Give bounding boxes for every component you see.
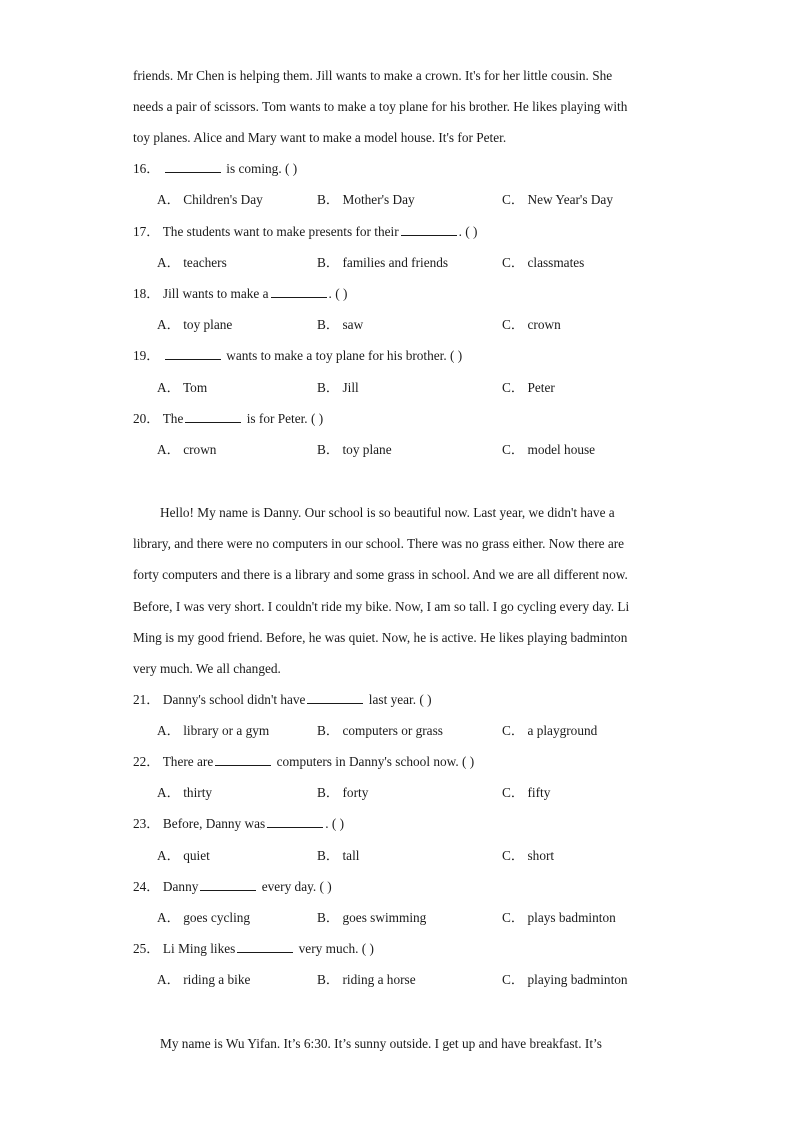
answer-blank[interactable] — [165, 347, 221, 360]
option-a[interactable]: A． quiet — [157, 848, 210, 863]
question-number: 17． — [133, 224, 160, 239]
question-number: 25． — [133, 941, 160, 956]
question-stem-post: is coming. ( ) — [226, 161, 298, 176]
passage-2-line: Before, I was very short. I couldn't ride my bike. Now, I am so tall. I go cycling every day. Li — [133, 598, 630, 614]
option-c[interactable]: C． classmates — [502, 255, 585, 270]
options-25 — [157, 971, 677, 989]
option-a[interactable]: A． Tom — [157, 380, 208, 395]
passage-2-line — [133, 497, 661, 528]
answer-blank[interactable] — [401, 223, 457, 236]
question-17 — [133, 223, 478, 241]
question-number: 16． — [133, 161, 160, 176]
question-number: 24． — [133, 879, 160, 894]
option-b[interactable]: B． riding a horse — [317, 972, 416, 987]
question-stem-post: every day. ( ) — [261, 879, 332, 894]
question-stem-post: wants to make a toy plane for his brother. ( ) — [226, 348, 463, 363]
options-24 — [157, 909, 677, 927]
question-stem-post: . ( ) — [325, 816, 345, 831]
question-stem-post: computers in Danny's school now. ( ) — [276, 754, 475, 769]
answer-blank[interactable] — [271, 285, 327, 298]
option-c[interactable]: C． New Year's Day — [502, 192, 613, 207]
answer-blank[interactable] — [185, 410, 241, 423]
option-b[interactable]: B． computers or grass — [317, 723, 443, 738]
options-20 — [157, 441, 677, 459]
option-b[interactable]: B． tall — [317, 848, 360, 863]
option-a[interactable]: A． riding a bike — [157, 972, 251, 987]
options-23 — [157, 847, 677, 865]
question-stem-post: . ( ) — [328, 286, 348, 301]
option-a[interactable]: A． library or a gym — [157, 723, 270, 738]
option-a[interactable]: A． toy plane — [157, 317, 233, 332]
question-stem-pre: The students want to make presents for their — [162, 224, 399, 239]
options-18 — [157, 316, 677, 334]
question-20 — [133, 410, 323, 428]
option-b[interactable]: B． Jill — [317, 380, 359, 395]
question-stem-pre: Danny's school didn't have — [162, 692, 306, 707]
option-a[interactable]: A． crown — [157, 442, 217, 457]
question-16 — [133, 160, 297, 178]
option-b[interactable]: B． forty — [317, 785, 369, 800]
passage-2-line: very much. We all changed. — [133, 661, 281, 677]
answer-blank[interactable] — [165, 160, 221, 173]
passage-2-line: library, and there were no computers in our school. There was no grass either. Now there are — [133, 536, 625, 552]
answer-blank[interactable] — [237, 940, 293, 953]
passage-3-line-text: My name is Wu Yifan. It’s 6:30. It’s sunny outside. I get up and have breakfast. It’s — [160, 1036, 602, 1051]
question-24 — [133, 878, 332, 896]
option-b[interactable]: B． saw — [317, 317, 364, 332]
options-19 — [157, 379, 677, 397]
option-b[interactable]: B． goes swimming — [317, 910, 427, 925]
option-a[interactable]: A． goes cycling — [157, 910, 251, 925]
question-stem-post: . ( ) — [458, 224, 478, 239]
options-22 — [157, 784, 677, 802]
question-18 — [133, 285, 347, 303]
option-c[interactable]: C． a playground — [502, 723, 598, 738]
question-23 — [133, 815, 344, 833]
passage-1-line: friends. Mr Chen is helping them. Jill wants to make a crown. It's for her little cousin. She — [133, 68, 613, 83]
question-stem-post: last year. ( ) — [368, 692, 432, 707]
answer-blank[interactable] — [307, 691, 363, 704]
question-number: 22． — [133, 754, 160, 769]
question-number: 21． — [133, 692, 160, 707]
question-number: 20． — [133, 411, 160, 426]
passage-3 — [133, 1028, 661, 1059]
option-c[interactable]: C． crown — [502, 317, 561, 332]
option-c[interactable]: C． fifty — [502, 785, 551, 800]
options-16 — [157, 191, 677, 209]
question-number: 19． — [133, 348, 160, 363]
question-stem-pre: There are — [162, 754, 214, 769]
question-stem-pre: Jill wants to make a — [162, 286, 269, 301]
passage-2-line: Ming is my good friend. Before, he was quiet. Now, he is active. He likes playing badminton — [133, 629, 628, 645]
passage-2-line-text: Hello! My name is Danny. Our school is so beautiful now. Last year, we didn't have a — [160, 505, 615, 520]
option-b[interactable]: B． families and friends — [317, 255, 449, 270]
question-22 — [133, 753, 474, 771]
option-c[interactable]: C． model house — [502, 442, 596, 457]
question-number: 23． — [133, 816, 160, 831]
option-a[interactable]: A． teachers — [157, 255, 227, 270]
option-c[interactable]: C． short — [502, 848, 555, 863]
passage-3-line — [133, 1028, 661, 1059]
passage-2-line: forty computers and there is a library and some grass in school. And we are all different now. — [133, 567, 628, 583]
question-stem-pre: Danny — [162, 879, 199, 894]
question-25 — [133, 940, 374, 958]
option-c[interactable]: C． plays badminton — [502, 910, 616, 925]
option-a[interactable]: A． Children's Day — [157, 192, 263, 207]
passage-1-line: toy planes. Alice and Mary want to make a model house. It's for Peter. — [133, 130, 507, 146]
question-stem-pre: Li Ming likes — [162, 941, 236, 956]
answer-blank[interactable] — [267, 815, 323, 828]
question-stem-post: very much. ( ) — [298, 941, 374, 956]
passage-2 — [133, 497, 661, 684]
option-c[interactable]: C． playing badminton — [502, 972, 628, 987]
answer-blank[interactable] — [215, 753, 271, 766]
question-stem-pre: Before, Danny was — [162, 816, 266, 831]
answer-blank[interactable] — [200, 878, 256, 891]
option-c[interactable]: C． Peter — [502, 380, 555, 395]
option-a[interactable]: A． thirty — [157, 785, 213, 800]
options-17 — [157, 254, 677, 272]
options-21 — [157, 722, 677, 740]
passage-1 — [133, 60, 661, 154]
option-b[interactable]: B． Mother's Day — [317, 192, 415, 207]
passage-1-line: needs a pair of scissors. Tom wants to make a toy plane for his brother. He likes playing with — [133, 99, 628, 115]
question-number: 18． — [133, 286, 160, 301]
question-19 — [133, 347, 462, 365]
option-b[interactable]: B． toy plane — [317, 442, 392, 457]
question-21 — [133, 691, 432, 709]
question-stem-post: is for Peter. ( ) — [246, 411, 324, 426]
question-stem-pre: The — [162, 411, 184, 426]
